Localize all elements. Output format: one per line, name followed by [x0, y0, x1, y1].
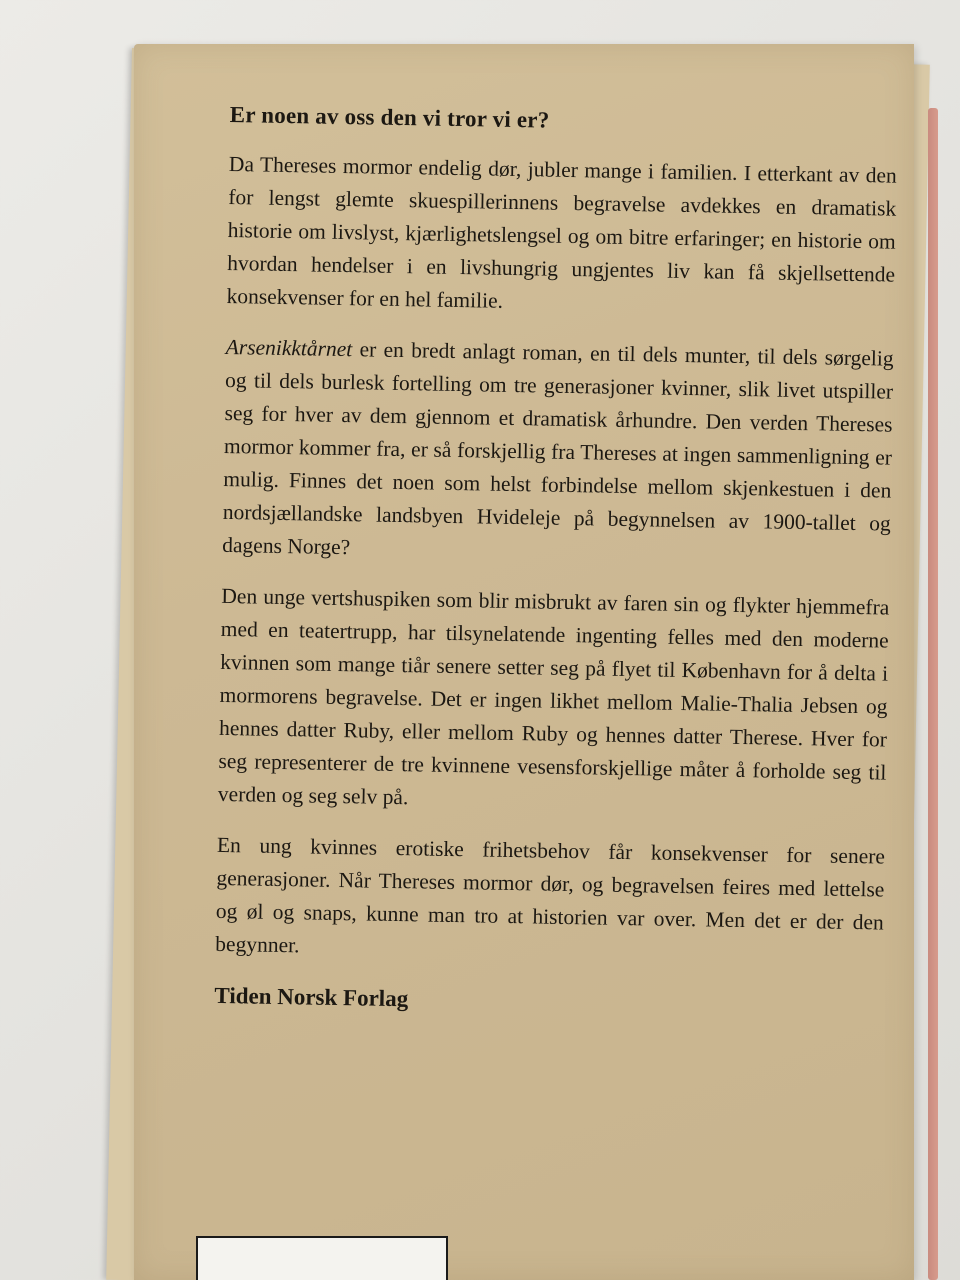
- blurb-paragraph-2-text: er en bredt anlagt roman, en til dels munter, til dels sørgelig og til dels burlesk fortelling om tre generasjoner kvinner, slik livet utspiller seg for hver av dem gjennom et dramatisk århundre. Den verden Thereses mormor kommer fra, er så forskjellig fra Thereses at ingen sammenligning er mulig. Finnes det noen som helst forbindelse mellom skjenkestuen i den nordsjællandske landsbyen Hvideleje på begynnelsen av 1900-tallet og dagens Norge?: [222, 337, 894, 560]
- cover-headline: Er noen av oss den vi tror vi er?: [229, 102, 550, 133]
- barcode-label: [196, 1236, 448, 1280]
- blurb-paragraph-1: Da Thereses mormor endelig dør, jubler mange i familien. I etterkant av den for lengst glemte skuespillerinnens begravelse avdekkes en dramatisk historie om livslyst, kjærlighetslengsel og om bitre erfaringer; en historie om hvordan hendelser i en livshungrig ungjentes liv kan få skjellsettende konsekvenser for en hel familie.: [226, 151, 898, 313]
- book-title-italic: Arsenikktårnet: [225, 334, 353, 362]
- cover-text-block: [214, 102, 898, 1021]
- blurb-paragraph-4: En ung kvinnes erotiske frihetsbehov får konsekvenser for senere generasjoner. Når Thereses mormor dør, og begravelsen feires med lettelse og øl og snaps, kunne man tro at historien var over. Men det er der den begynner.: [215, 832, 886, 958]
- book-spine-accent: [928, 108, 938, 1280]
- blurb-paragraph-3: Den unge vertshuspiken som blir misbrukt av faren sin og flykter hjemmefra med en teatertrupp, har tilsynelatende ingenting felles med den moderne kvinnen som mange tiår senere setter seg på flyet til København for å delta i mormorens begravelse. Det er ingen likhet mellom Malie-Thalia Jebsen og hennes datter Ruby, eller mellom Ruby og hennes datter Therese. Hver for seg representerer de tre kvinnene vesensforskjellige måter å forholde seg til verden og seg selv på.: [217, 583, 890, 810]
- publisher-name: Tiden Norsk Forlag: [214, 982, 409, 1012]
- blurb-paragraph-2: [222, 331, 894, 574]
